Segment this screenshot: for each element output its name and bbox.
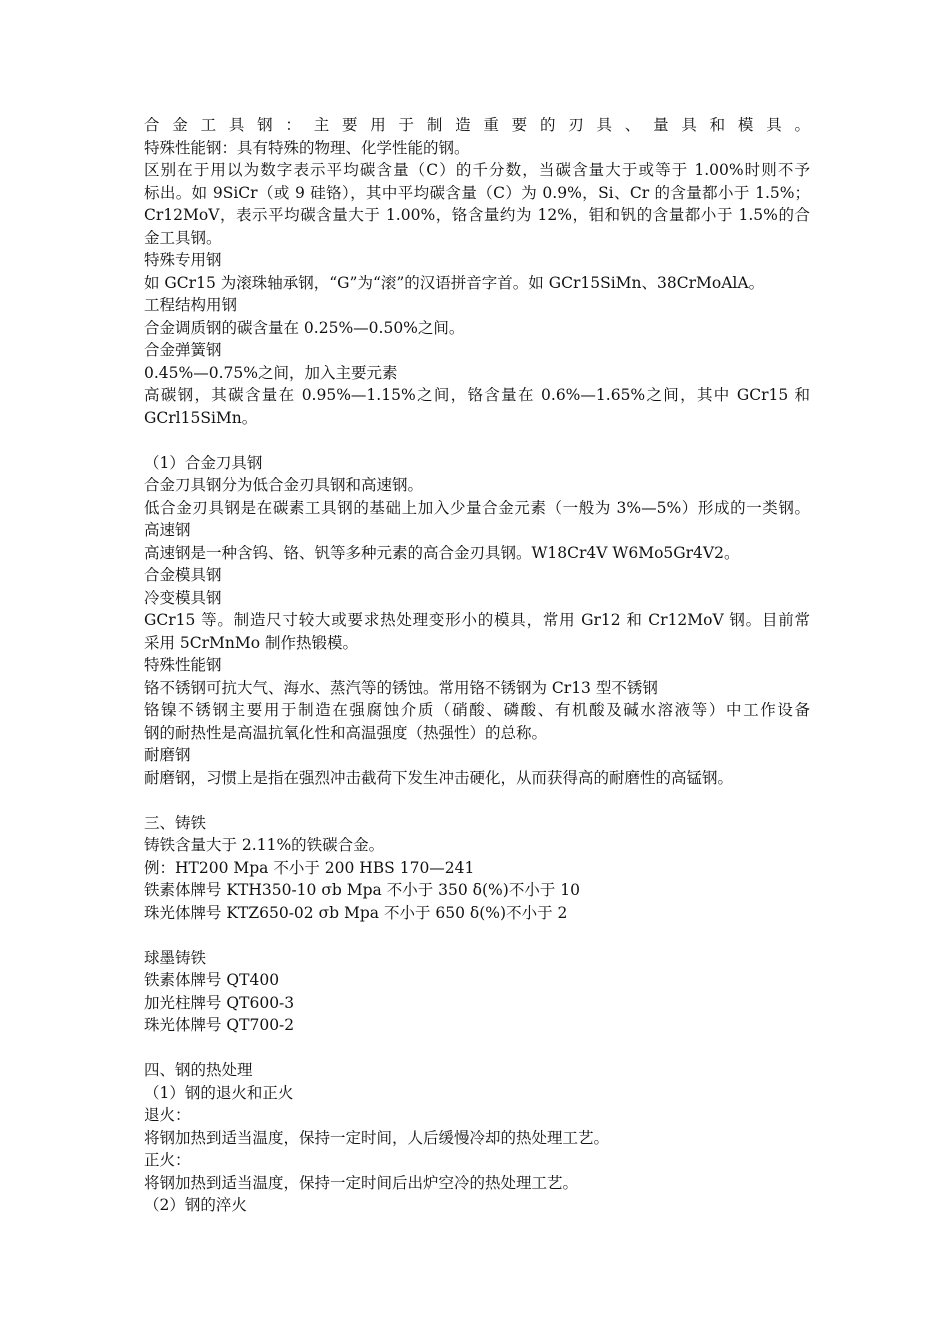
text-line: GCr15 等。制造尺寸较大或要求热处理变形小的模具，常用 Gr12 和 Cr12MoV 钢。目前常 xyxy=(144,611,810,629)
text-line: 耐磨钢，习惯上是指在强烈冲击截荷下发生冲击硬化，从而获得高的耐磨性的高锰钢。 xyxy=(144,768,734,787)
text-line: 加光柱牌号 QT600-3 xyxy=(144,993,295,1012)
text-line: 铁素体牌号 KTH350-10 σb Mpa 不小于 350 δ(%)不小于 10 xyxy=(144,881,580,899)
blank-line xyxy=(144,429,810,452)
text-line: 耐磨钢 xyxy=(144,746,191,764)
text-line: 0.45%—0.75%之间，加入主要元素 xyxy=(144,363,398,382)
text-line: 钢的耐热性是高温抗氧化性和高温强度（热强性）的总称。 xyxy=(144,723,548,742)
section-heading: 三、铸铁 xyxy=(144,813,207,832)
text-line: （2）钢的淬火 xyxy=(144,1196,247,1214)
text-line: 铬镍不锈钢主要用于制造在强腐蚀介质（硝酸、磷酸、有机酸及碱水溶液等）中工作设备 xyxy=(144,701,810,719)
text-line: 合金刀具钢分为低合金刃具钢和高速钢。 xyxy=(144,476,424,494)
text-line: 高碳钢，其碳含量在 0.95%—1.15%之间，铬含量在 0.6%—1.65%之间，其中 GCr15 和 xyxy=(144,386,810,404)
text-line: 球墨铸铁 xyxy=(144,948,207,967)
text-line: 工程结构用钢 xyxy=(144,296,238,314)
text-line: 例：HT200 Mpa 不小于 200 HBS 170—241 xyxy=(144,858,475,877)
text-line: 将钢加热到适当温度，保持一定时间，人后缓慢冷却的热处理工艺。 xyxy=(144,1128,610,1147)
text-line: 合金模具钢 xyxy=(144,566,222,584)
text-line: 铬不锈钢可抗大气、海水、蒸汽等的锈蚀。常用铬不锈钢为 Cr13 型不锈钢 xyxy=(144,678,658,697)
text-line: 高速钢是一种含钨、铬、钒等多种元素的高合金刃具钢。W18Cr4V W6Mo5Gr4V2。 xyxy=(144,543,740,562)
text-line: 高速钢 xyxy=(144,521,191,539)
blank-line xyxy=(144,1037,810,1060)
text-line: 正火： xyxy=(144,1151,191,1169)
text-line: 区别在于用以为数字表示平均碳含量（C）的千分数，当碳含量大于或等于 1.00%时则不予 xyxy=(144,161,810,179)
text-line: 冷变模具钢 xyxy=(144,588,222,607)
text-line: Cr12MoV，表示平均碳含量大于 1.00%，铬含量约为 12%，钼和钒的含量都小于 1.5%的合 xyxy=(144,206,810,224)
text-line: 退火： xyxy=(144,1106,191,1124)
text-line: 珠光体牌号 KTZ650-02 σb Mpa 不小于 650 δ(%)不小于 2 xyxy=(144,903,568,922)
text-line: （1）钢的退火和正火 xyxy=(144,1083,294,1102)
text-line: 特殊性能钢：具有特殊的物理、化学性能的钢。 xyxy=(144,138,470,157)
text-line: 珠光体牌号 QT700-2 xyxy=(144,1016,295,1034)
section-heading: 四、钢的热处理 xyxy=(144,1061,253,1079)
blank-line xyxy=(144,924,810,947)
text-line: 将钢加热到适当温度，保持一定时间后出炉空冷的热处理工艺。 xyxy=(144,1173,579,1192)
text-line: GCrl15SiMn。 xyxy=(144,408,258,427)
text-line: 合金调质钢的碳含量在 0.25%—0.50%之间。 xyxy=(144,318,465,337)
text-line: 如 GCr15 为滚珠轴承钢，“G”为“滚”的汉语拼音字首。如 GCr15SiMn、38CrMoAlA。 xyxy=(144,273,765,292)
text-line: 低合金刃具钢是在碳素工具钢的基础上加入少量合金元素（一般为 3%—5%）形成的一类钢。 xyxy=(144,498,810,517)
text-line: 合金工具钢：主要用于制造重要的刃具、量具和模具。 xyxy=(144,116,810,134)
text-line: 金工具钢。 xyxy=(144,228,222,247)
blank-line xyxy=(144,789,810,812)
document-page xyxy=(144,114,810,1217)
text-line: 铁素体牌号 QT400 xyxy=(144,971,280,989)
text-line: 特殊专用钢 xyxy=(144,251,222,269)
text-line: 采用 5CrMnMo 制作热锻模。 xyxy=(144,633,359,652)
text-line: 标出。如 9SiCr（或 9 硅铬），其中平均碳含量（C）为 0.9%，Si、Cr 的含量都小于 1.5%； xyxy=(144,183,810,202)
text-line: 合金弹簧钢 xyxy=(144,341,222,359)
text-line: 特殊性能钢 xyxy=(144,656,222,674)
text-line: 铸铁含量大于 2.11%的铁碳合金。 xyxy=(144,836,385,854)
section-heading: （1）合金刀具钢 xyxy=(144,453,263,472)
